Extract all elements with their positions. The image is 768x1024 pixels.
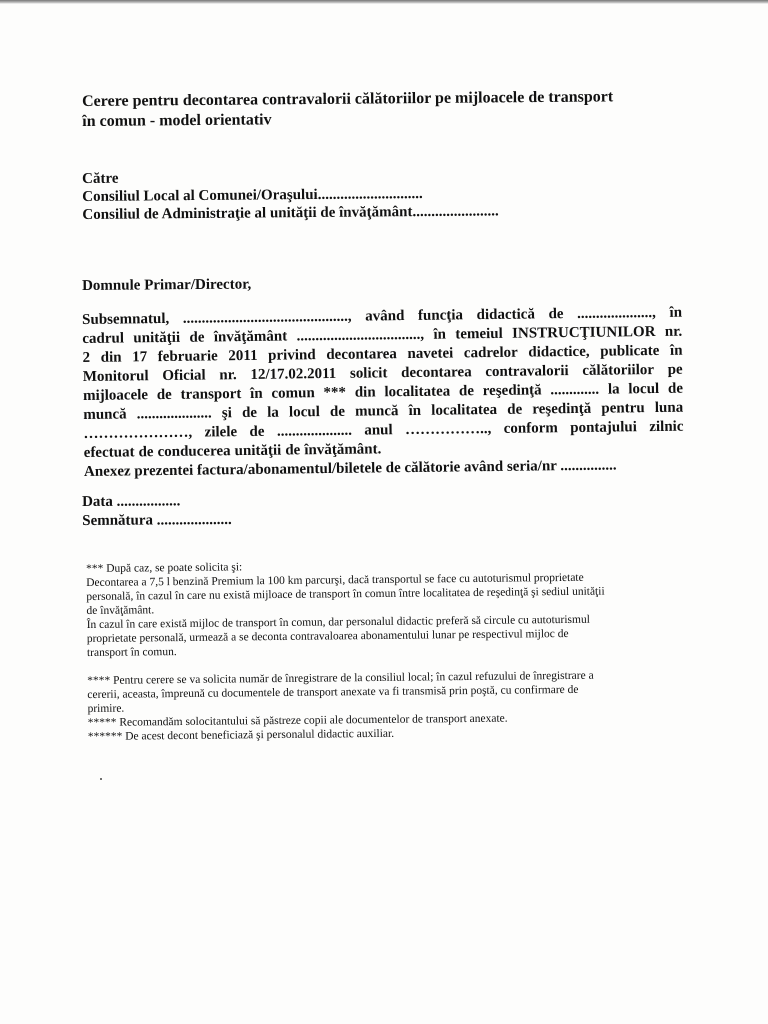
body-word: contravalorii <box>485 363 569 381</box>
body-word: funcţia <box>417 307 464 324</box>
body-word: de <box>667 380 684 397</box>
addressee-school-board: Consiliul de Administraţie al unităţii de învăţământ....................... <box>82 203 499 223</box>
body-word: pentru <box>601 400 645 417</box>
addressee-label: Către <box>82 170 119 187</box>
body-word: învăţământ. <box>304 441 382 459</box>
body-word: Monitorul <box>82 368 149 385</box>
footnote-line: ***** Recomandăm solocitantului să păstreze copii ale documentelor de transport anexate. <box>87 712 508 729</box>
request-body <box>82 304 684 482</box>
body-word: unităţii <box>234 442 282 460</box>
body-word: locul <box>628 380 660 398</box>
body-word: din <box>100 349 122 366</box>
footnote-line: proprietate personală, urmează a se deconta contravaloarea abonamentului lunar pe respectivul mijloc de <box>86 627 569 645</box>
body-word: temeiul <box>455 325 503 343</box>
footnotes <box>86 556 688 744</box>
body-word: având <box>365 308 405 325</box>
body-word: de <box>156 386 172 404</box>
body-word: muncă <box>355 403 399 420</box>
body-word: .................... <box>136 405 212 423</box>
title-line-1: Cerere pentru decontarea contravalorii călătoriilor pe mijloacele de transport <box>82 88 614 110</box>
body-word: 2011 <box>228 347 258 365</box>
body-word: publicate <box>600 342 660 360</box>
body-word: localitatea <box>384 383 451 401</box>
body-word: de <box>189 329 205 346</box>
body-word: cadrelor <box>463 344 518 362</box>
body-word: în <box>669 342 683 359</box>
body-word: .................... <box>276 422 352 440</box>
body-word: de <box>249 423 265 440</box>
body-word: ............................................, <box>182 308 352 327</box>
scan-speck <box>100 778 102 780</box>
body-word: muncă <box>83 406 127 423</box>
footnote-line: *** După caz, se poate solicita şi: <box>86 561 243 575</box>
body-word: la <box>267 404 279 421</box>
body-word: …………….., <box>404 421 492 439</box>
body-word: februarie <box>157 348 218 366</box>
body-word: din <box>354 384 376 401</box>
body-word: de <box>458 383 475 400</box>
body-word: *** <box>323 384 347 402</box>
footnote-line: transport în comun. <box>86 646 177 659</box>
body-word: în <box>669 304 683 321</box>
body-word: localitatea <box>431 401 498 419</box>
footnote-line: cererii, aceasta, împreună cu documentele de transport anexate va fi transmisă prin poştă, cu confirmare de <box>87 683 579 701</box>
body-word: reşedinţă <box>482 382 542 400</box>
addressee-block <box>82 165 682 224</box>
body-word: învăţământ <box>213 328 288 346</box>
body-word: la <box>607 381 620 398</box>
body-word: zilnic <box>649 418 684 436</box>
body-word: în <box>250 385 263 402</box>
body-word: ................................., <box>296 326 425 345</box>
body-word: solicit <box>349 365 388 382</box>
body-word: comun <box>271 385 315 402</box>
body-word: privind <box>268 347 316 364</box>
body-word: mijloacele <box>82 387 149 404</box>
body-word: ...................., <box>577 304 656 322</box>
body-word: pontajului <box>570 419 637 437</box>
footnote-line: de învăţământ. <box>86 604 155 617</box>
body-word: nr. <box>219 367 237 384</box>
body-word: conform <box>503 420 558 437</box>
title-line-2: în comun - model orientativ <box>82 111 272 130</box>
body-word: …………………, <box>83 424 193 442</box>
document-title <box>82 87 682 132</box>
body-word: locul <box>288 404 320 421</box>
body-word: de <box>138 444 154 461</box>
footnote-line: personală, în cazul în care nu există mijloace de transport în comun între localitatea de reşedinţă şi sediul unităţii <box>86 585 605 603</box>
body-word: 12/17.02.2011 <box>250 365 337 383</box>
body-word: unităţii <box>133 329 181 347</box>
footnote-line: ****** De acest decont beneficiază şi personalul didactic auxiliar. <box>87 727 395 743</box>
body-word: în <box>433 326 447 343</box>
body-word: reşedinţă <box>532 400 592 418</box>
body-annex-line: Anexez prezentei factura/abonamentul/biletele de călătorie având seria/nr ............... <box>83 457 617 480</box>
body-word: de <box>285 442 301 459</box>
body-word: decontarea <box>401 364 472 382</box>
body-lines <box>82 304 684 463</box>
body-word: de <box>507 401 523 418</box>
footnote-line: Decontarea a 7,5 l benzină Premium la 100 km parcurşi, dacă transportul se face cu autoturismul proprietate <box>86 571 584 589</box>
body-word: 17 <box>132 349 148 366</box>
body-word: didactice, <box>528 343 590 361</box>
body-word: cadrul <box>82 330 125 347</box>
scan-edge <box>0 0 768 4</box>
date-field: Data ................. <box>82 493 181 510</box>
body-word: efectuat <box>83 444 135 461</box>
body-word: pe <box>667 361 683 378</box>
footnote-line: primire. <box>87 702 125 715</box>
body-word: şi <box>221 405 232 422</box>
salutation: Domnule Primar/Director, <box>82 276 252 294</box>
body-word: 2 <box>82 349 91 366</box>
body-word: de <box>241 404 258 422</box>
body-word: zilele <box>204 424 238 441</box>
body-word: călătoriilor <box>582 362 655 379</box>
body-word: în <box>408 402 422 420</box>
body-word: de <box>548 306 564 323</box>
body-word: didactică <box>476 306 536 324</box>
body-word: luna <box>654 399 684 417</box>
body-word: decontarea <box>326 346 397 364</box>
addressee-local-council: Consiliul Local al Comunei/Oraşului............................ <box>82 186 423 205</box>
body-word: navetei <box>407 345 454 363</box>
body-word: Oficial <box>162 367 206 385</box>
body-word: anul <box>364 422 393 439</box>
footnote-line: **** Pentru cerere se va solicita număr de înregistrare de la consiliul local; în cazul refuzului de înregistrare a <box>87 669 594 687</box>
body-word: INSTRUCŢIUNILOR <box>512 323 656 342</box>
body-word: nr. <box>664 323 683 340</box>
body-word: de <box>329 403 346 420</box>
body-word: Subsemnatul, <box>82 310 170 328</box>
body-word: transport <box>180 386 242 403</box>
footnote-line: În cazul în care există mijloc de transport în comun, dar personalul didactic preferă să circule cu autoturismul <box>86 613 590 631</box>
signature-field: Semnătura .................... <box>82 511 232 529</box>
body-word: conducerea <box>157 443 231 461</box>
signature-block <box>82 492 232 531</box>
body-word: ............. <box>550 381 600 399</box>
